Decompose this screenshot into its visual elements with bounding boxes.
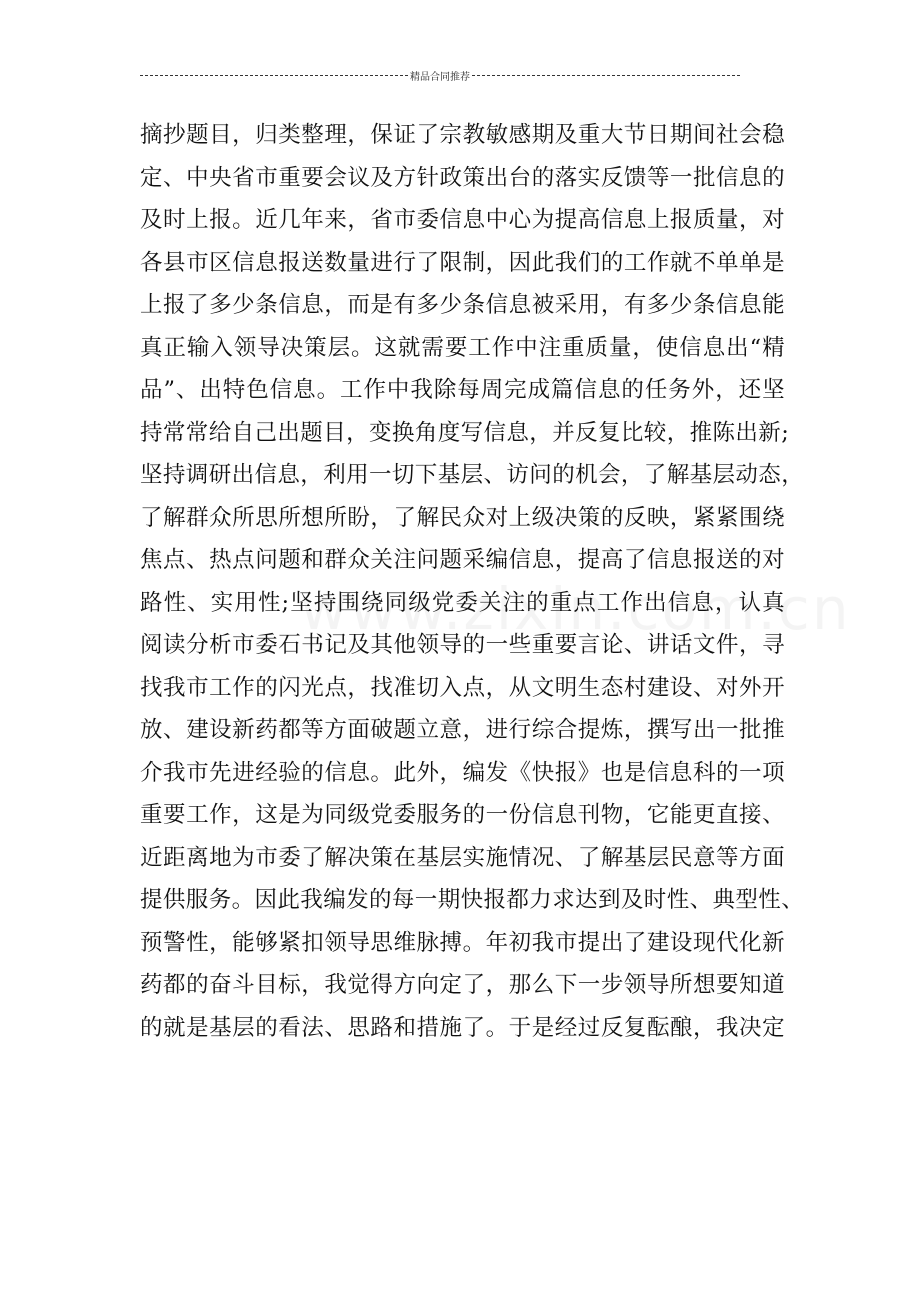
- text-line: 近距离地为市委了解决策在基层实施情况、了解基层民意等方面: [140, 844, 785, 871]
- text-line: 了解群众所思所想所盼，了解民众对上级决策的反映，紧紧围绕: [140, 504, 785, 531]
- text-line: 持常常给自己出题目，变换角度写信息，并反复比较，推陈出新;: [140, 419, 790, 446]
- header-title: 精品合同推荐: [410, 71, 470, 83]
- text-line: 重要工作，这是为同级党委服务的一份信息刊物，它能更直接、: [140, 802, 785, 828]
- text-line: 药都的奋斗目标，我觉得方向定了，那么下一步领导所想要知道: [140, 972, 785, 998]
- text-line: 焦点、热点问题和群众关注问题采编信息，提高了信息报送的对: [140, 547, 785, 573]
- document-body: [140, 114, 805, 1049]
- text-line: 提供服务。因此我编发的每一期快报都力求达到及时性、典型性、: [140, 887, 805, 913]
- text-line: 定、中央省市重要会议及方针政策出台的落实反馈等一批信息的: [140, 164, 785, 191]
- text-line: 坚持调研出信息，利用一切下基层、访问的机会，了解基层动态，: [140, 462, 805, 488]
- text-line: 及时上报。近几年来，省市委信息中心为提高信息上报质量，对: [140, 207, 785, 233]
- text-line: 路性、实用性;坚持围绕同级党委关注的重点工作出信息，认真: [140, 589, 785, 616]
- text-line: 放、建设新药都等方面破题立意，进行综合提炼，撰写出一批推: [140, 717, 785, 743]
- text-line: 预警性，能够紧扣领导思维脉搏。年初我市提出了建设现代化新: [140, 929, 785, 956]
- text-line: 上报了多少条信息，而是有多少条信息被采用，有多少条信息能: [140, 292, 785, 318]
- text-line: 品”、出特色信息。工作中我除每周完成篇信息的任务外，还坚: [140, 377, 785, 403]
- header-dashes-right: [472, 75, 740, 76]
- text-line: 阅读分析市委石书记及其他领导的一些重要言论、讲话文件，寻: [140, 632, 785, 658]
- text-line: 的就是基层的看法、思路和措施了。于是经过反复酝酿，我决定: [140, 1014, 785, 1041]
- text-line: 摘抄题目，归类整理，保证了宗教敏感期及重大节日期间社会稳: [140, 122, 785, 148]
- header-dashes-left: [140, 75, 408, 76]
- text-line: 各县市区信息报送数量进行了限制，因此我们的工作就不单单是: [140, 249, 785, 276]
- text-line: 介我市先进经验的信息。此外，编发《快报》也是信息科的一项: [140, 759, 785, 786]
- text-line: 找我市工作的闪光点，找准切入点，从文明生态村建设、对外开: [140, 674, 785, 701]
- page-header: [140, 66, 740, 84]
- text-line: 真正输入领导决策层。这就需要工作中注重质量，使信息出“精: [140, 334, 785, 361]
